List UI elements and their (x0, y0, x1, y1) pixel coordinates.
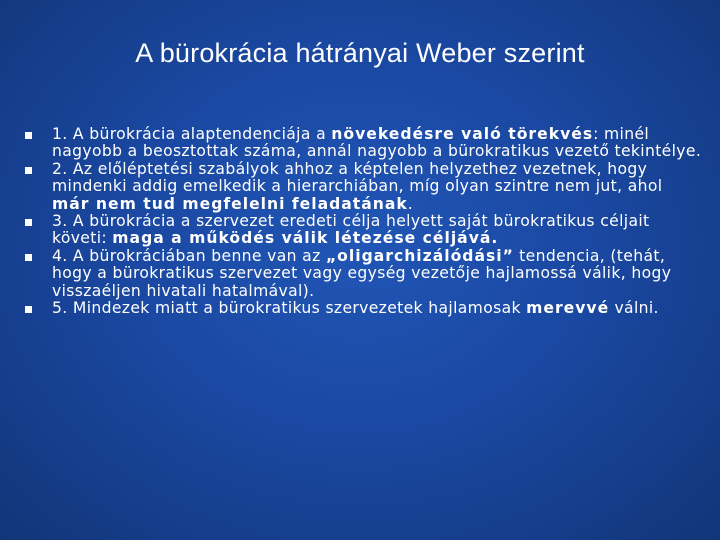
slide-title: A bürokrácia hátrányai Weber szerint (135, 38, 585, 68)
text-segment: 1. A bürokrácia alaptendenciája a (52, 125, 332, 143)
bullet-item (22, 213, 702, 248)
bullet-text (52, 126, 702, 161)
text-segment: 4. A bürokráciában benne van az (52, 246, 326, 265)
text-segment: tendencia, (tehát, hogy a bürokratikus szervezet vagy egység vezetője hajlamossá válik, hogy visszaéljen hivatali hatalmával). (52, 246, 672, 300)
bullet-text (52, 161, 702, 213)
text-segment: 5. Mindezek miatt a bürokratikus szervezetek hajlamosak (52, 299, 527, 318)
bold-text-segment: növekedésre való törekvés (331, 125, 594, 143)
bullet-text (52, 248, 702, 300)
bullet-list (22, 126, 702, 317)
square-bullet-icon (25, 219, 32, 226)
square-bullet-icon (25, 167, 32, 174)
square-bullet-icon (25, 132, 32, 139)
bullet-item (22, 248, 702, 300)
text-segment: . (407, 194, 414, 213)
text-segment: 3. A bürokrácia a szervezet eredeti célja helyett saját bürokratikus céljait követi: (52, 212, 650, 248)
text-segment: : minél nagyobb a beosztottak száma, annál nagyobb a bürokratikus vezető tekintélye. (52, 125, 702, 161)
bullet-item (22, 126, 702, 161)
bold-text-segment: merevvé (526, 299, 610, 318)
square-bullet-icon (25, 306, 32, 313)
bullet-text (52, 300, 702, 317)
bullet-item (22, 300, 702, 317)
text-segment: válni. (609, 299, 659, 318)
bullet-item (22, 161, 702, 213)
bullet-text (52, 213, 702, 248)
text-segment: 2. Az előléptetési szabályok ahhoz a képtelen helyzethez vezetnek, hogy mindenki addig emelkedik a hierarchiában, míg olyan szintre nem jut, ahol (52, 159, 663, 196)
bold-text-segment: maga a működés válik létezése céljává. (112, 229, 499, 248)
bold-text-segment: „oligarchizálódási” (325, 246, 514, 265)
square-bullet-icon (25, 254, 32, 261)
bold-text-segment: már nem tud megfelelni feladatának (52, 194, 408, 213)
